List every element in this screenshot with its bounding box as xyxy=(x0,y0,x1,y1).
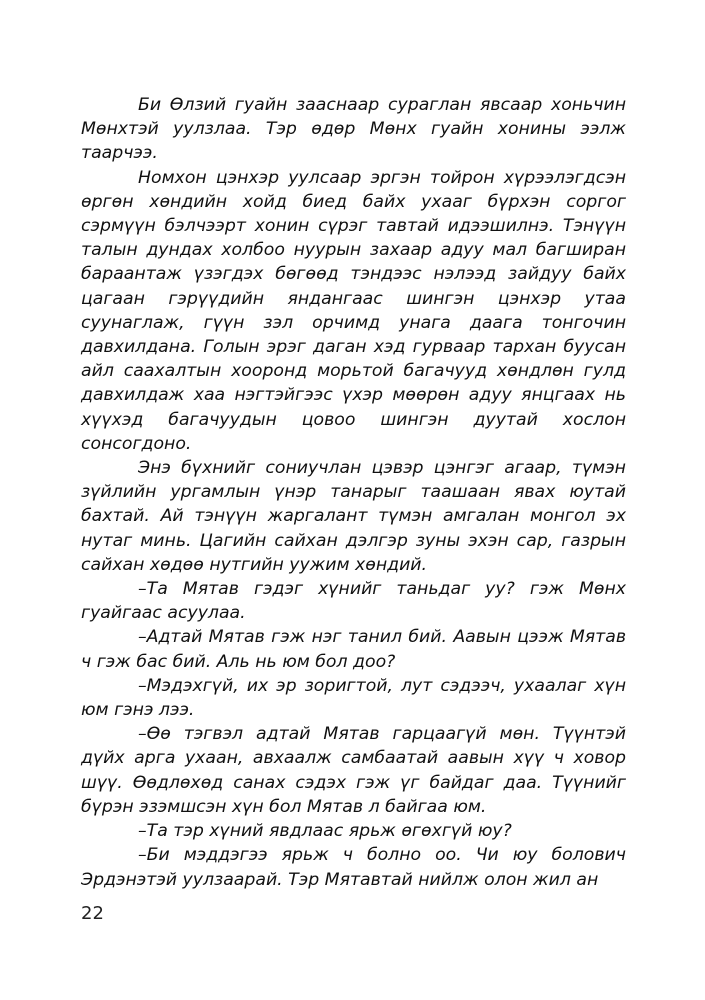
paragraph-1: Би Өлзий гуайн зааснаар сураглан явсаар хоньчин Мөнхтэй уулзлаа. Тэр өдөр Мөнх гуайн хонины ээлж таарчээ. xyxy=(81,95,626,164)
paragraph-8-dialogue: –Та тэр хүний явдлаас ярьж өгөхгүй юу? xyxy=(138,821,512,842)
paragraph-6-dialogue: –Мэдэхгүй, их эр зоригтой, лут сэдээч, ухаалаг хүн юм гэнэ лээ. xyxy=(81,675,626,721)
paragraph-5-dialogue: –Адтай Мятав гэж нэг танил бий. Аавын цээж Мятав ч гэж бас бий. Аль нь юм бол доо? xyxy=(81,627,626,672)
paragraph-9-dialogue: –Би мэддэгээ ярьж ч болно оо. Чи юу болович Эрдэнэтэй уулзаарай. Тэр Мятавтай нийлж олон жил ан xyxy=(81,845,626,890)
paragraph-3: Энэ бүхнийг сониучлан цэвэр цэнгэг агаар, түмэн зүйлийн ургамлын үнэр танарыг таашаан явах юутай бахтай. Ай тэнүүн жаргалант түмэн амгалан монгол эх нутаг минь. Цагийн сайхан дэлгэр зуны эхэн сар, газрын сайхан хөдөө нутгийн уужим хөндий. xyxy=(81,458,626,575)
paragraph-4-dialogue: –Та Мятав гэдэг хүнийг таньдаг уу? гэж Мөнх гуайгаас асуулаа. xyxy=(81,579,626,624)
paragraph-2: Номхон цэнхэр уулсаар эргэн тойрон хүрээлэгдсэн өргөн хөндийн хойд биед байх ухааг бүрхэн соргог сэрмүүн бэлчээрт хонин сүрэг тавтай идээшилнэ. Тэнүүн талын дундах холбоо нуурын захаар адуу мал багширан бараантаж үзэгдэх бөгөөд тэндээс нэлээд зайдуу байх цагаан гэрүүдийн яндангаас шингэн цэнхэр утаа суунаглаж, гүүн зэл орчимд унага даага тонгочин давхилдана. Голын эрэг даган хэд гурваар тархан буусан айл саахалтын хооронд морьтой багачууд хөндлөн гулд давхилдаж хаа нэгтэйгээс үхэр мөөрөн адуу янцгаах нь хүүхэд багачуудын цовоо шингэн дуутай хослон сонсогдоно. xyxy=(81,167,626,454)
page-body-text xyxy=(81,93,626,892)
page-number: 22 xyxy=(81,903,104,924)
paragraph-7-dialogue: –Өө тэгвэл адтай Мятав гарцаагүй мөн. Түүнтэй дүйх арга ухаан, авхаалж самбаатай аавын хүү ч ховор шүү. Өөдлөхөд санах сэдэх гэж үг байдаг даа. Түүнийг бүрэн эзэмшсэн хүн бол Мятав л байгаа юм. xyxy=(81,724,626,817)
